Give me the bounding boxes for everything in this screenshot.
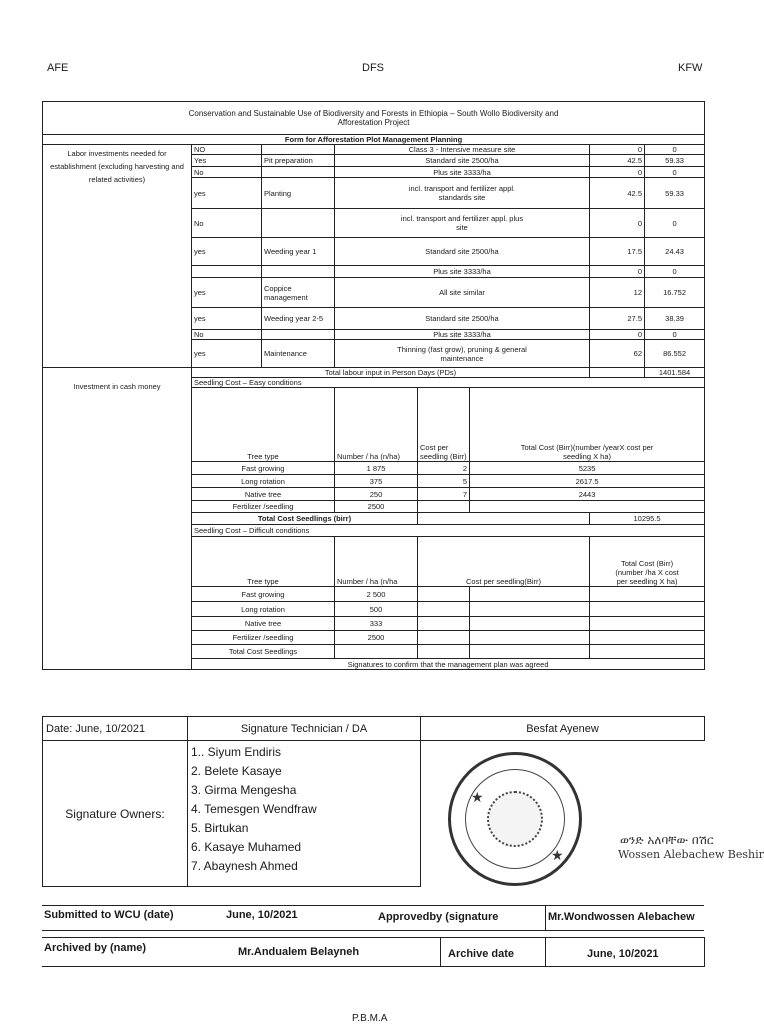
- labor-yn: Yes: [192, 155, 262, 167]
- owners-label: Signature Owners:: [43, 741, 188, 887]
- labor-desc: Standard site 2500/ha: [335, 308, 590, 330]
- labor-activity: [262, 266, 335, 278]
- easy-number: 375: [335, 475, 418, 488]
- easy-total-value: 10295.5: [590, 513, 705, 525]
- easy-tree-type: Fast growing: [192, 462, 335, 475]
- star-icon: ★: [551, 847, 564, 863]
- easy-tree-type: Long rotation: [192, 475, 335, 488]
- footer: P.B.M.A: [352, 1013, 388, 1024]
- easy-total: 2617.5: [470, 475, 705, 488]
- archived-name: Mr.Andualem Belayneh: [238, 946, 360, 958]
- labor-cost: 0: [645, 145, 705, 155]
- difficult-number: 333: [335, 617, 418, 631]
- labor-pd: 62: [590, 340, 645, 368]
- form-title: Form for Afforestation Plot Management Planning: [43, 135, 705, 145]
- approved-label: Approvedby (signature: [378, 911, 499, 923]
- easy-cost: 2: [418, 462, 470, 475]
- difficult-heading: Seedling Cost – Difficult conditions: [192, 525, 705, 537]
- difficult-col-number: Number / ha (n/ha: [335, 537, 418, 587]
- labor-cost: 0: [645, 266, 705, 278]
- labor-desc: All site similar: [335, 278, 590, 308]
- labor-cost: 0: [645, 167, 705, 178]
- owners-list: [188, 741, 421, 887]
- submitted-label: Submitted to WCU (date): [44, 909, 174, 921]
- difficult-col-tree: Tree type: [192, 537, 335, 587]
- archived-label: Archived by (name): [44, 942, 147, 954]
- labor-activity: [262, 167, 335, 178]
- header-right: KFW: [678, 62, 703, 74]
- labor-yn: No: [192, 209, 262, 238]
- labor-pd: 0: [590, 145, 645, 155]
- labor-cost: 38.39: [645, 308, 705, 330]
- labor-pd: 17.5: [590, 238, 645, 266]
- labor-total-value: 1401.584: [645, 368, 705, 378]
- difficult-number: 2 500: [335, 587, 418, 602]
- approved-name: Mr.Wondwossen Alebachew: [548, 911, 695, 923]
- labor-yn: No: [192, 167, 262, 178]
- labor-yn: yes: [192, 178, 262, 209]
- difficult-tree-type: Fertilizer /seedling: [192, 631, 335, 645]
- labor-yn: yes: [192, 308, 262, 330]
- owner-name: 7. Abaynesh Ahmed: [191, 859, 298, 873]
- archive-date: June, 10/2021: [587, 948, 659, 960]
- signature-amharic: ወንድ አለባቸው በሽር: [620, 833, 714, 847]
- easy-total: 5235: [470, 462, 705, 475]
- labor-cost: 16.752: [645, 278, 705, 308]
- signatures-heading: Signatures to confirm that the management plan was agreed: [192, 659, 705, 670]
- easy-total-label: Total Cost Seedlings (birr): [192, 513, 418, 525]
- owner-name: 4. Temesgen Wendfraw: [191, 802, 317, 816]
- easy-total: 2443: [470, 488, 705, 501]
- submitted-date: June, 10/2021: [226, 909, 298, 921]
- owner-name: 1.. Siyum Endiris: [191, 745, 282, 759]
- labor-activity: Maintenance: [262, 340, 335, 368]
- easy-cost: 5: [418, 475, 470, 488]
- easy-cost: [418, 501, 470, 513]
- labor-activity: [262, 330, 335, 340]
- labor-desc: incl. transport and fertilizer appl. standards site: [335, 178, 590, 209]
- labor-activity: Pit preparation: [262, 155, 335, 167]
- easy-tree-type: Native tree: [192, 488, 335, 501]
- difficult-tree-type: Long rotation: [192, 602, 335, 617]
- labor-yn: No: [192, 330, 262, 340]
- labor-desc: Plus site 3333/ha: [335, 167, 590, 178]
- easy-number: 250: [335, 488, 418, 501]
- labor-cost: 24.43: [645, 238, 705, 266]
- labor-activity: Weeding year 1: [262, 238, 335, 266]
- difficult-tree-type: Native tree: [192, 617, 335, 631]
- difficult-total-label: Total Cost Seedlings: [192, 645, 335, 659]
- signature-table: [42, 716, 705, 887]
- difficult-number: 2500: [335, 631, 418, 645]
- owner-name: 3. Girma Mengesha: [191, 783, 297, 797]
- labor-desc: Class 3 - Intensive measure site: [335, 145, 590, 155]
- labor-pd: 0: [590, 167, 645, 178]
- date-cell: Date: June, 10/2021: [43, 717, 188, 741]
- labor-desc: Standard site 2500/ha: [335, 155, 590, 167]
- star-icon: ★: [471, 789, 484, 805]
- easy-total: [470, 501, 705, 513]
- owner-name: 6. Kasaye Muhamed: [191, 840, 302, 854]
- labor-yn: yes: [192, 340, 262, 368]
- labor-cost: 59.33: [645, 155, 705, 167]
- easy-col-tree: Tree type: [192, 388, 335, 462]
- submission-row: [42, 905, 704, 931]
- easy-cost: 7: [418, 488, 470, 501]
- difficult-col-total: Total Cost (Birr)(number /ha X cost per seedling X ha): [590, 537, 705, 587]
- labor-yn: yes: [192, 238, 262, 266]
- difficult-number: 500: [335, 602, 418, 617]
- archive-date-label: Archive date: [448, 948, 515, 960]
- labor-activity: Planting: [262, 178, 335, 209]
- easy-number: 2500: [335, 501, 418, 513]
- labor-desc: Plus site 3333/ha: [335, 330, 590, 340]
- easy-tree-type: Fertilizer /seedling: [192, 501, 335, 513]
- labor-pd: 0: [590, 330, 645, 340]
- easy-heading: Seedling Cost – Easy conditions: [192, 378, 705, 388]
- labor-pd: 42.5: [590, 178, 645, 209]
- technician-label: Signature Technician / DA: [188, 717, 421, 741]
- labor-pd: 0: [590, 209, 645, 238]
- labor-desc: incl. transport and fertilizer appl. plus site: [335, 209, 590, 238]
- labor-cost: 86.552: [645, 340, 705, 368]
- archive-row: [42, 937, 705, 967]
- labor-activity: [262, 209, 335, 238]
- labor-desc: Thinning (fast grow), pruning & general maintenance: [335, 340, 590, 368]
- afforestation-form-table: [42, 101, 705, 670]
- official-stamp: [448, 752, 582, 886]
- investment-label: Investment in cash money: [43, 378, 192, 670]
- labor-yn: yes: [192, 278, 262, 308]
- labor-pd: 12: [590, 278, 645, 308]
- labor-pd: 27.5: [590, 308, 645, 330]
- labor-cost: 0: [645, 209, 705, 238]
- easy-col-total: Total Cost (Birr)(number /yearX cost per seedling X ha): [470, 388, 705, 462]
- difficult-tree-type: Fast growing: [192, 587, 335, 602]
- labor-total-label: Total labour input in Person Days (PDs): [192, 368, 590, 378]
- labor-desc: Plus site 3333/ha: [335, 266, 590, 278]
- labor-pd: 0: [590, 266, 645, 278]
- labor-pd: 42.5: [590, 155, 645, 167]
- easy-number: 1 875: [335, 462, 418, 475]
- owner-name: 5. Birtukan: [191, 821, 249, 835]
- header-left: AFE: [47, 62, 69, 74]
- project-title: Conservation and Sustainable Use of Biodiversity and Forests in Ethiopia – South Wollo Biodiversity and Afforestation Project: [43, 102, 705, 135]
- labor-cost: 0: [645, 330, 705, 340]
- labor-investment-label: Labor investments needed for establishment (excluding harvesting and related activities): [43, 145, 192, 368]
- labor-activity: Weeding year 2-5: [262, 308, 335, 330]
- easy-col-number: Number / ha (n/ha): [335, 388, 418, 462]
- easy-col-cost: Cost per seedling (Birr): [418, 388, 470, 462]
- difficult-col-cost: Cost per seedling(Birr): [418, 537, 590, 587]
- labor-yn: NO: [192, 145, 262, 155]
- labor-activity: [262, 145, 335, 155]
- technician-name: Besfat Ayenew: [421, 717, 705, 741]
- header-center: DFS: [362, 62, 384, 74]
- labor-yn: [192, 266, 262, 278]
- labor-cost: 59.33: [645, 178, 705, 209]
- labor-desc: Standard site 2500/ha: [335, 238, 590, 266]
- signature-latin: Wossen Alebachew Beshir: [618, 848, 764, 861]
- labor-activity: Coppice management: [262, 278, 335, 308]
- owner-name: 2. Belete Kasaye: [191, 764, 282, 778]
